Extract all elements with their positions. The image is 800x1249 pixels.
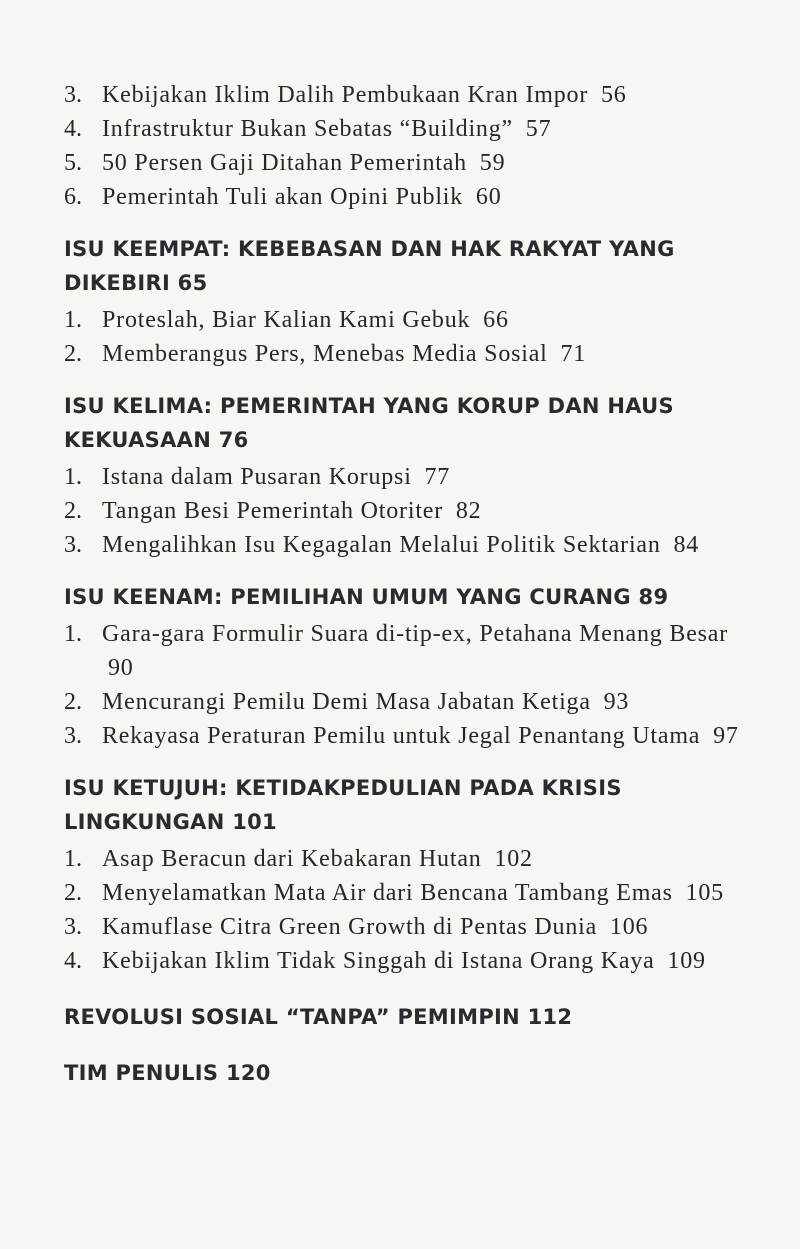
entry-number: 2.: [64, 498, 82, 524]
entry-page: 90: [108, 655, 134, 681]
entry-page: 59: [479, 150, 506, 176]
entry-page: 56: [600, 82, 627, 108]
entry-title: Mengalihkan Isu Kegagalan Melalui Politik Sektarian: [102, 532, 661, 558]
toc-entry[interactable]: [64, 78, 760, 112]
entry-number: 4.: [64, 948, 82, 974]
entry-number: 2.: [64, 880, 82, 906]
entry-page: 102: [494, 846, 533, 872]
entry-page: 106: [609, 914, 649, 940]
entry-page: 60: [475, 184, 502, 210]
entry-title: Memberangus Pers, Menebas Media Sosial: [102, 341, 548, 367]
entry-title: Pemerintah Tuli akan Opini Publik: [102, 184, 464, 210]
entry-title: Kamuflase Citra Green Growth di Pentas Dunia: [102, 914, 598, 940]
entry-title: Tangan Besi Pemerintah Otoriter: [102, 498, 444, 524]
entry-page: 71: [560, 341, 587, 367]
section-item-list: [64, 460, 760, 562]
section-heading[interactable]: ISU KETUJUH: KETIDAKPEDULIAN PADA KRISIS LINGKUNGAN 101: [64, 776, 622, 834]
entry-number: 1.: [64, 621, 82, 647]
section-item-list: [64, 303, 760, 371]
section-isu-ketujuh: [64, 771, 760, 978]
entry-page: 97: [713, 723, 739, 749]
toc-entry[interactable]: [64, 112, 760, 146]
toc-entry[interactable]: [64, 494, 760, 528]
section-heading[interactable]: ISU KEENAM: PEMILIHAN UMUM YANG CURANG 89: [64, 585, 669, 609]
entry-page: 84: [673, 532, 700, 558]
entry-number: 5.: [64, 150, 82, 176]
entry-title: Proteslah, Biar Kalian Kami Gebuk: [102, 307, 471, 333]
heading-tim-penulis[interactable]: TIM PENULIS 120: [64, 1061, 271, 1085]
section-isu-keempat: [64, 232, 760, 371]
entry-title: Menyelamatkan Mata Air dari Bencana Tambang Emas: [102, 880, 673, 906]
top-item-list: [64, 78, 760, 214]
toc-entry[interactable]: [64, 146, 760, 180]
entry-number: 3.: [64, 914, 82, 940]
entry-page: 77: [424, 464, 451, 490]
toc-entry[interactable]: [64, 685, 760, 719]
entry-number: 2.: [64, 689, 82, 715]
section-isu-kelima: [64, 389, 760, 562]
entry-title: Gara-gara Formulir Suara di-tip-ex, Petahana Menang Besar: [102, 621, 729, 647]
toc-entry[interactable]: [64, 460, 760, 494]
entry-page: 109: [667, 948, 706, 974]
entry-title: Asap Beracun dari Kebakaran Hutan: [102, 846, 482, 872]
entry-title: Kebijakan Iklim Tidak Singgah di Istana Orang Kaya: [102, 948, 655, 974]
entry-title: Kebijakan Iklim Dalih Pembukaan Kran Impor: [102, 82, 589, 108]
toc-entry[interactable]: [64, 303, 760, 337]
section-heading[interactable]: ISU KEEMPAT: KEBEBASAN DAN HAK RAKYAT YANG DIKEBIRI 65: [64, 237, 675, 295]
entry-title: Rekayasa Peraturan Pemilu untuk Jegal Penantang Utama: [102, 723, 701, 749]
entry-page: 105: [685, 880, 724, 906]
entry-number: 4.: [64, 116, 82, 142]
toc-entry[interactable]: [64, 842, 760, 876]
entry-title: Infrastruktur Bukan Sebatas “Building”: [102, 116, 513, 142]
entry-title: 50 Persen Gaji Ditahan Pemerintah: [102, 150, 467, 176]
entry-number: 3.: [64, 532, 82, 558]
entry-number: 1.: [64, 464, 82, 490]
entry-number: 1.: [64, 846, 82, 872]
toc-entry[interactable]: [64, 180, 760, 214]
entry-number: 2.: [64, 341, 82, 367]
section-item-list: [64, 617, 760, 753]
toc-entry[interactable]: [64, 876, 760, 910]
entry-page: 93: [603, 689, 630, 715]
entry-page: 82: [455, 498, 482, 524]
toc-entry[interactable]: [64, 944, 760, 978]
toc-entry[interactable]: [64, 719, 760, 753]
toc-entry[interactable]: [64, 528, 760, 562]
entry-page: 57: [525, 116, 552, 142]
heading-revolusi-sosial[interactable]: REVOLUSI SOSIAL “TANPA” PEMIMPIN 112: [64, 1005, 573, 1029]
section-isu-keenam: [64, 580, 760, 753]
entry-number: 3.: [64, 723, 82, 749]
entry-page: 66: [483, 307, 509, 333]
toc-entry[interactable]: [64, 617, 760, 685]
entry-number: 1.: [64, 307, 82, 333]
toc-entry[interactable]: [64, 910, 760, 944]
entry-title: Istana dalam Pusaran Korupsi: [102, 464, 412, 490]
entry-title: Mencurangi Pemilu Demi Masa Jabatan Ketiga: [102, 689, 591, 715]
section-item-list: [64, 842, 760, 978]
entry-number: 6.: [64, 184, 82, 210]
section-heading[interactable]: ISU KELIMA: PEMERINTAH YANG KORUP DAN HAUS KEKUASAAN 76: [64, 394, 674, 452]
toc-entry[interactable]: [64, 337, 760, 371]
entry-number: 3.: [64, 82, 82, 108]
